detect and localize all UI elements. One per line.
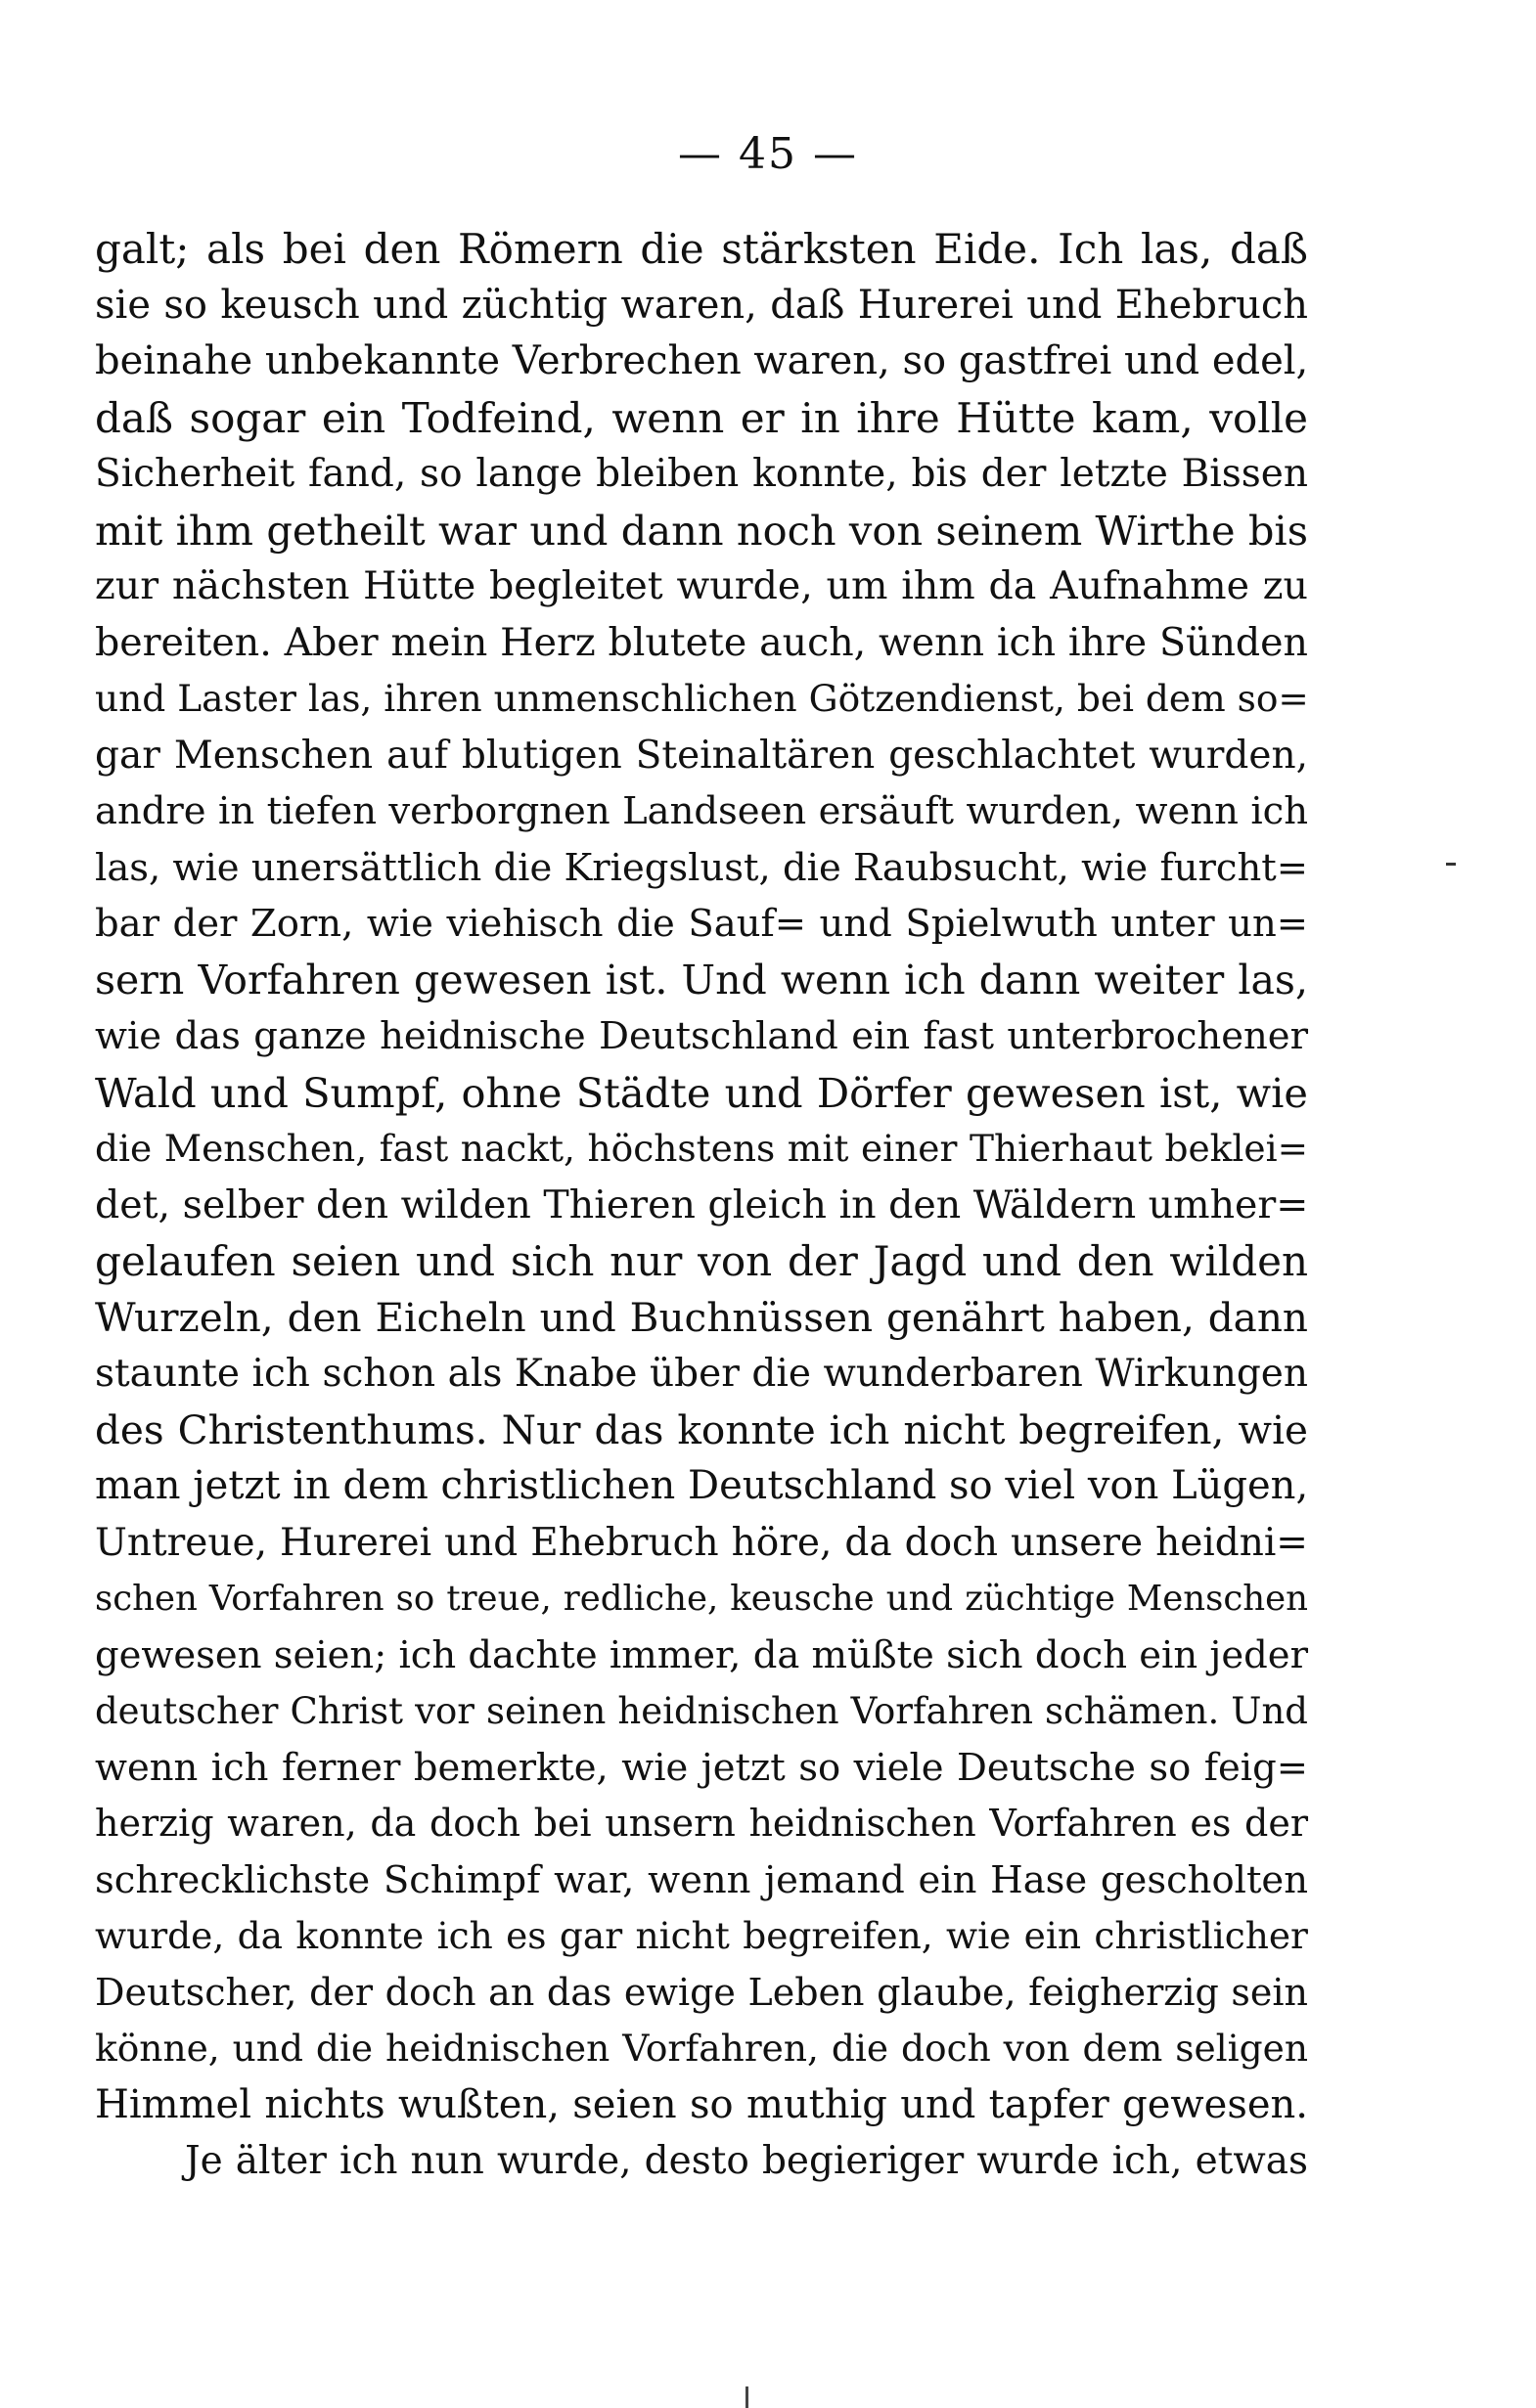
text-line: galt; als bei den Römern die stärksten Eide. Ich las, daß [95, 225, 1308, 273]
text-line: bar der Zorn, wie viehisch die Sauf= und Spielwuth unter un= [95, 902, 1308, 946]
text-line: wenn ich ferner bemerkte, wie jetzt so viele Deutsche so feig= [95, 1745, 1308, 1790]
text-line: Untreue, Hurerei und Ehebruch höre, da doch unsere heidni= [95, 1520, 1308, 1565]
text-line: bereiten. Aber mein Herz blutete auch, wenn ich ihre Sünden [95, 619, 1308, 665]
text-line: wie das ganze heidnische Deutschland ein fast unterbrochener [95, 1014, 1308, 1058]
text-line: und Laster las, ihren unmenschlichen Götzendienst, bei dem so= [95, 677, 1309, 720]
margin-mark [1446, 863, 1456, 866]
text-line: deutscher Christ vor seinen heidnischen Vorfahren schämen. Und [95, 1690, 1308, 1732]
text-line: man jetzt in dem christlichen Deutschland so viel von Lügen, [95, 1463, 1309, 1508]
text-line: andre in tiefen verborgnen Landseen ersäuft wurden, wenn ich [95, 789, 1308, 833]
text-line: schrecklichste Schimpf war, wenn jemand ein Hase gescholten [95, 1857, 1308, 1902]
text-line: zur nächsten Hütte begleitet wurde, um ihm da Aufnahme zu [95, 563, 1308, 608]
text-line: det, selber den wilden Thieren gleich in den Wäldern umher= [95, 1182, 1309, 1227]
text-line: Wurzeln, den Eicheln und Buchnüssen genährt haben, dann [95, 1293, 1308, 1341]
text-line: Deutscher, der doch an das ewige Leben glaube, feigherzig sein [95, 1970, 1308, 2014]
text-line: Wald und Sumpf, ohne Städte und Dörfer gewesen ist, wie [95, 1068, 1308, 1117]
text-line: sie so keusch und züchtig waren, daß Hurerei und Ehebruch [95, 282, 1308, 328]
text-line: gelaufen seien und sich nur von der Jagd und den wilden [95, 1237, 1308, 1285]
text-line: die Menschen, fast nackt, höchstens mit einer Thierhaut beklei= [95, 1127, 1308, 1170]
text-line: daß sogar ein Todfeind, wenn er in ihre Hütte kam, volle [95, 393, 1308, 442]
page-number-header: — 45 — [678, 129, 858, 179]
text-line: schen Vorfahren so treue, redliche, keusche und züchtige Menschen [95, 1579, 1308, 1619]
text-line: sern Vorfahren gewesen ist. Und wenn ich dann weiter las, [95, 956, 1308, 1003]
text-line: herzig waren, da doch bei unsern heidnischen Vorfahren es der [95, 1802, 1308, 1845]
text-line: las, wie unersättlich die Kriegslust, die Raubsucht, wie furcht= [95, 845, 1308, 890]
text-line: gar Menschen auf blutigen Steinaltären geschlachtet wurden, [95, 733, 1308, 778]
body-text [95, 221, 1308, 2190]
text-line-paragraph-start: Je älter ich nun wurde, desto begieriger wurde ich, etwas [185, 2139, 1308, 2183]
text-line: staunte ich schon als Knabe über die wunderbaren Wirkungen [95, 1352, 1308, 1396]
text-line: könne, und die heidnischen Vorfahren, die doch von dem seligen [95, 2027, 1308, 2070]
text-line: wurde, da konnte ich es gar nicht begreifen, wie ein christlicher [95, 1914, 1308, 1957]
text-line: des Christenthums. Nur das konnte ich nicht begreifen, wie [95, 1405, 1308, 1453]
text-line: gewesen seien; ich dachte immer, da müßte sich doch ein jeder [95, 1632, 1308, 1677]
text-line: Sicherheit fand, so lange bleiben konnte, bis der letzte Bissen [95, 452, 1308, 496]
text-line: Himmel nichts wußten, seien so muthig und tapfer gewesen. [95, 2081, 1308, 2127]
bottom-mark [745, 2386, 748, 2408]
text-line: mit ihm getheilt war und dann noch von seinem Wirthe bis [95, 506, 1308, 555]
text-line: beinahe unbekannte Verbrechen waren, so gastfrei und edel, [95, 338, 1309, 383]
